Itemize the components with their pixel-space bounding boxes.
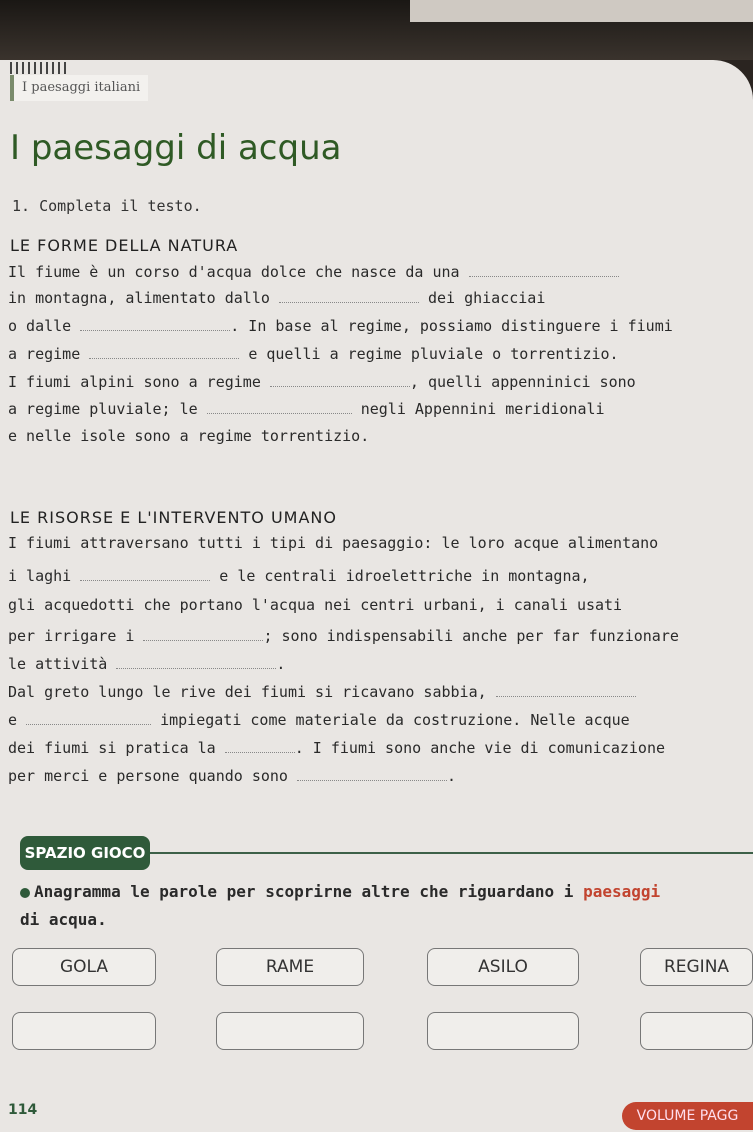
text-segment: I fiumi attraversano tutti i tipi di paesaggio: le loro acque alimentano: [8, 534, 659, 552]
text-segment: e: [8, 711, 18, 729]
text-line: [8, 566, 590, 585]
text-segment: a regime: [8, 345, 81, 363]
spazio-gioco-label: SPAZIO GIOCO: [20, 836, 150, 870]
anagram-answer-box[interactable]: [216, 1012, 364, 1050]
text-segment: e nelle isole sono a regime torrentizio.: [8, 427, 370, 445]
text-segment: a regime pluviale; le: [8, 400, 198, 418]
fill-blank[interactable]: [89, 344, 239, 359]
text-line: [8, 344, 619, 363]
text-line: [8, 766, 456, 785]
text-segment: e le centrali idroelettriche in montagna,: [219, 567, 590, 585]
fill-blank[interactable]: [80, 566, 210, 581]
fill-blank[interactable]: [207, 399, 352, 414]
text-segment: . In base al regime, possiamo distinguere i fiumi: [230, 317, 673, 335]
anagram-word-box: REGINA: [640, 948, 753, 986]
anagram-word-box: RAME: [216, 948, 364, 986]
gioco-divider: [150, 852, 753, 854]
text-line: [8, 626, 679, 645]
bullet-icon: [20, 888, 30, 898]
volume-badge: VOLUME PAGG: [622, 1102, 753, 1130]
text-segment: in montagna, alimentato dallo: [8, 289, 270, 307]
next-page-edge: [410, 0, 753, 22]
fill-blank[interactable]: [116, 654, 276, 669]
text-segment: I fiumi alpini sono a regime: [8, 373, 261, 391]
text-segment: i laghi: [8, 567, 72, 585]
exercise-instruction: 1. Completa il testo.: [12, 197, 202, 215]
text-line: [8, 316, 673, 335]
text-segment: per irrigare i: [8, 627, 135, 645]
fill-blank[interactable]: [26, 710, 151, 725]
page-title: I paesaggi di acqua: [10, 128, 342, 168]
anagram-answer-box[interactable]: [640, 1012, 753, 1050]
text-segment: .: [447, 767, 457, 785]
text-line: [8, 399, 605, 418]
anagram-word-box: GOLA: [12, 948, 156, 986]
instruction-text: Anagramma le parole per scoprirne altre che riguardano i: [34, 882, 584, 901]
section-title-forme: LE FORME DELLA NATURA: [10, 236, 239, 255]
text-line: [8, 710, 630, 729]
text-line: [8, 596, 622, 614]
text-line: [8, 738, 665, 757]
text-line: [8, 262, 619, 281]
anagram-answer-box[interactable]: [12, 1012, 156, 1050]
instruction-text-end: di acqua.: [20, 910, 107, 929]
anagram-answer-box[interactable]: [427, 1012, 579, 1050]
text-segment: per merci e persone quando sono: [8, 767, 288, 785]
text-segment: le attività: [8, 655, 108, 673]
tab-decoration: [10, 62, 70, 74]
text-segment: .: [276, 655, 286, 673]
gioco-instruction: [20, 878, 660, 934]
text-segment: impiegati come materiale da costruzione. Nelle acque: [160, 711, 630, 729]
text-segment: gli acquedotti che portano l'acqua nei centri urbani, i canali usati: [8, 596, 623, 614]
text-segment: , quelli appenninici sono: [409, 373, 636, 391]
fill-blank[interactable]: [469, 262, 619, 277]
fill-blank[interactable]: [80, 316, 230, 331]
text-line: [8, 654, 285, 673]
fill-blank[interactable]: [279, 288, 419, 303]
fill-blank[interactable]: [143, 626, 263, 641]
text-segment: dei ghiacciai: [427, 289, 546, 307]
fill-blank[interactable]: [496, 682, 636, 697]
text-segment: e quelli a regime pluviale o torrentizio.: [248, 345, 619, 363]
instruction-accent: paesaggi: [583, 882, 661, 901]
fill-blank[interactable]: [225, 738, 295, 753]
text-segment: dei fiumi si pratica la: [8, 739, 216, 757]
text-line: [8, 534, 658, 552]
text-segment: negli Appennini meridionali: [360, 400, 605, 418]
anagram-word-box: ASILO: [427, 948, 579, 986]
text-line: [8, 372, 636, 391]
text-line: [8, 288, 545, 307]
text-segment: Dal greto lungo le rive dei fiumi si ricavano sabbia,: [8, 683, 487, 701]
text-segment: o dalle: [8, 317, 72, 335]
fill-blank[interactable]: [270, 372, 410, 387]
text-segment: ; sono indispensabili anche per far funzionare: [263, 627, 679, 645]
fill-blank[interactable]: [297, 766, 447, 781]
text-line: [8, 682, 636, 701]
page-number: 114: [8, 1102, 38, 1118]
text-line: [8, 427, 369, 445]
text-segment: . I fiumi sono anche vie di comunicazione: [294, 739, 666, 757]
text-segment: Il fiume è un corso d'acqua dolce che nasce da una: [8, 263, 460, 281]
chapter-tab: I paesaggi italiani: [10, 75, 148, 101]
section-title-risorse: LE RISORSE E L'INTERVENTO UMANO: [10, 508, 337, 527]
